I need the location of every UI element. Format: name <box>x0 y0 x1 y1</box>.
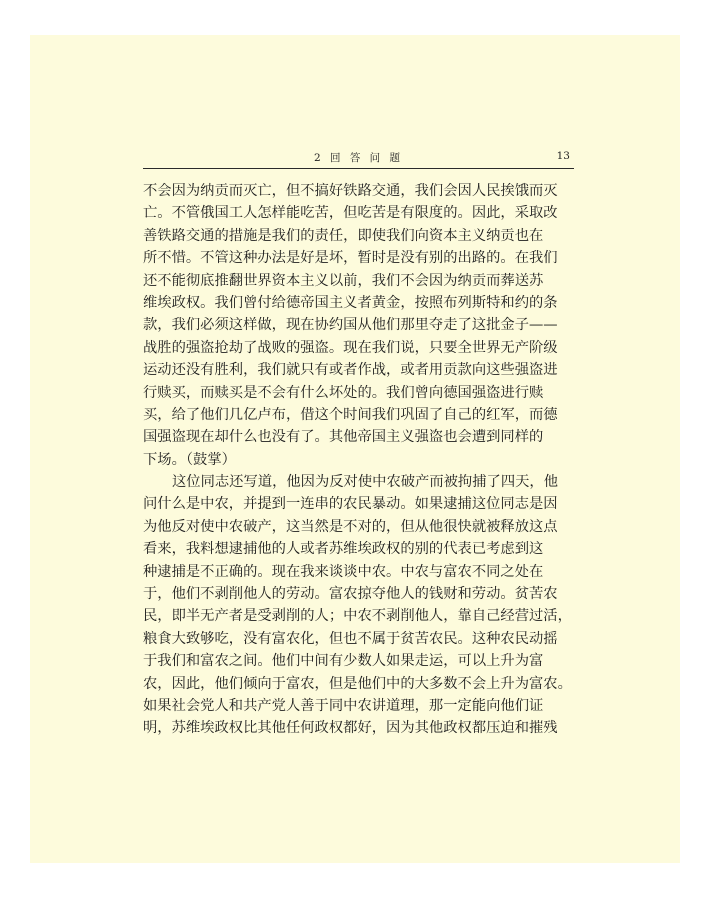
text-line: 行赎买，而赎买是不会有什么坏处的。我们曾向德国强盗进行赎 <box>143 384 544 401</box>
text-line: 于我们和富农之间。他们中间有少数人如果走运，可以上升为富 <box>143 653 544 670</box>
text-line: 下场。（鼓掌） <box>143 451 236 468</box>
text-line: 买，给了他们几亿卢布，借这个时间我们巩固了自己的红军，而德 <box>143 406 558 423</box>
running-title: 2 回 答 问 题 <box>313 152 404 164</box>
paragraph-first-line: 这位同志还写道，他因为反对使中农破产而被拘捕了四天，他 <box>172 474 559 491</box>
page-number: 13 <box>556 150 570 162</box>
text-line: 亡。不管俄国工人怎样能吃苦，但吃苦是有限度的。因此，采取改 <box>143 205 558 222</box>
text-line: 国强盗现在却什么也没有了。其他帝国主义强盗也会遭到同样的 <box>143 429 544 446</box>
body-text <box>143 180 575 740</box>
text-line: 如果社会党人和共产党人善于同中农讲道理，那一定能向他们证 <box>143 697 544 714</box>
text-line: 种逮捕是不正确的。现在我来谈谈中农。中农与富农不同之处在 <box>143 563 544 580</box>
running-header <box>143 150 574 169</box>
text-line: 于，他们不剥削他人的劳动。富农掠夺他人的钱财和劳动。贫苦农 <box>143 586 558 603</box>
text-line: 不会因为纳贡而灭亡，但不搞好铁路交通，我们会因人民挨饿而灭 <box>143 183 558 199</box>
text-line: 战胜的强盗抢劫了战败的强盗。现在我们说，只要全世界无产阶级 <box>143 339 558 356</box>
text-line: 看来，我料想逮捕他的人或者苏维埃政权的别的代表已考虑到这 <box>143 541 544 558</box>
text-line: 明，苏维埃政权比其他任何政权都好，因为其他政权都压迫和摧残 <box>143 720 558 737</box>
text-line: 还不能彻底推翻世界资本主义以前，我们不会因为纳贡而葬送苏 <box>143 272 544 289</box>
text-line: 维埃政权。我们曾付给德帝国主义者黄金，按照布列斯特和约的条 <box>143 294 558 311</box>
text-line: 为他反对使中农破产，这当然是不对的，但从他很快就被释放这点 <box>143 518 558 535</box>
text-line: 粮食大致够吃，没有富农化，但也不属于贫苦农民。这种农民动摇 <box>143 630 558 647</box>
text-line: 运动还没有胜利，我们就只有或者作战，或者用贡款向这些强盗进 <box>143 362 558 379</box>
text-line: 善铁路交通的措施是我们的责任，即使我们向资本主义纳贡也在 <box>143 227 544 244</box>
text-line: 民，即半无产者是受剥削的人；中农不剥削他人，靠自己经营过活， <box>143 608 572 625</box>
text-line: 农，因此，他们倾向于富农，但是他们中的大多数不会上升为富农。 <box>143 675 572 692</box>
text-line: 款，我们必须这样做，现在协约国从他们那里夺走了这批金子—— <box>143 317 558 334</box>
text-line: 问什么是中农，并提到一连串的农民暴动。如果逮捕这位同志是因 <box>143 496 558 513</box>
text-line: 所不惜。不管这种办法是好是坏，暂时是没有别的出路的。在我们 <box>143 250 558 267</box>
